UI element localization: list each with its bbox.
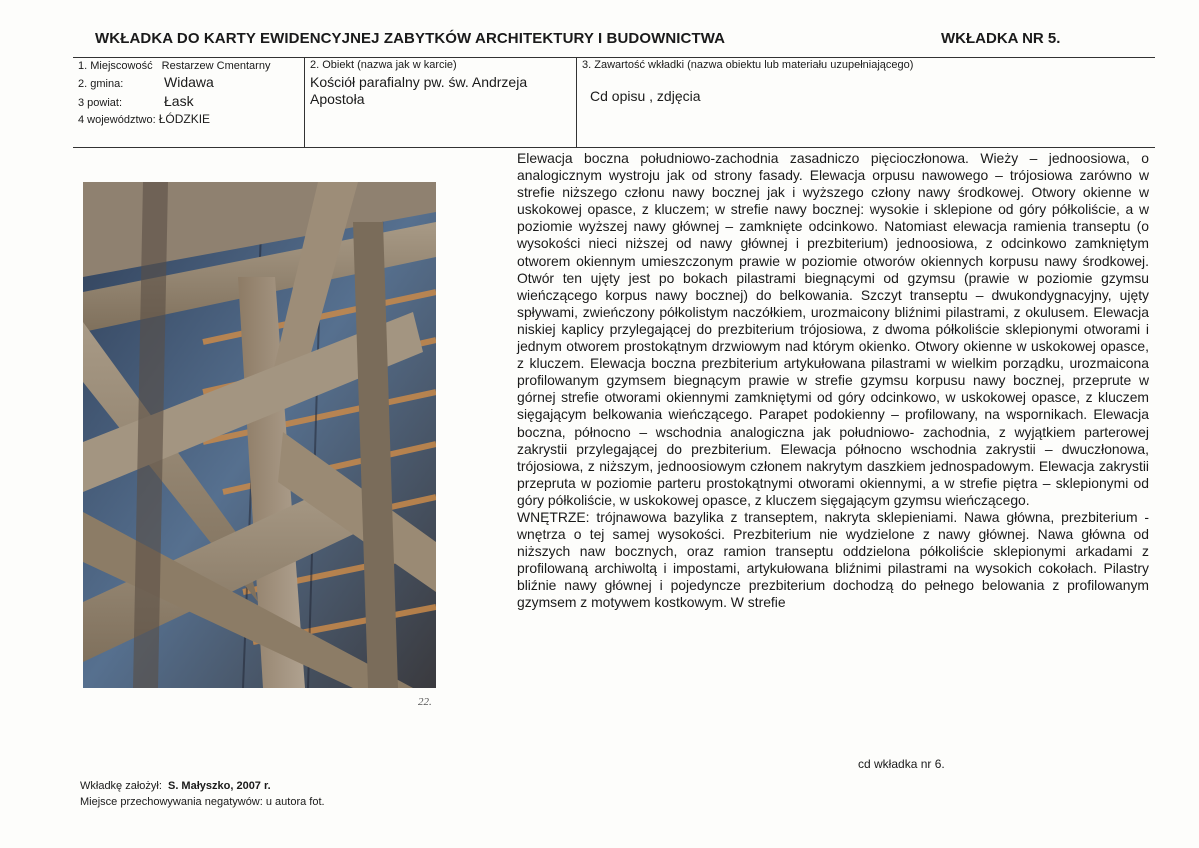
content-label: 3. Zawartość wkładki (nazwa obiektu lub materiału uzupełniającego) [582,59,914,71]
object-label: 2. Obiekt (nazwa jak w karcie) [310,59,457,71]
table-top-rule [73,57,1155,58]
location-block [78,59,302,147]
author-value: S. Małyszko, 2007 r. [167,780,271,792]
photo-number: 22. [418,696,432,708]
commune-label: 2. gmina: [78,78,124,90]
county-label: 3 powiat: [78,97,123,109]
description-paragraph-interior: WNĘTRZE: trójnawowa bazylika z transeptem, nakryta sklepieniami. Nawa główna, prezbiterium - wnętrza o tej samej wysokości. Prezbiterium nie wydzielone z nawy głównej. Nawa główna od niższych naw bocznych, oraz ramion transeptu oddzielona półkoliście sklepionymi arkadami z profilowaną archiwoltą i impostami, artykułowana bliźnimi pilastrami na wysokich cokołach. Pilastry bliźnie nawy głównej i pojedyncze prezbiterium dochodzą do pełnego belowania z profilowanym gzymsem z motywem kostkowym. W strefie [517,508,1149,611]
object-value: Kościół parafialny pw. św. Andrzeja Apostoła [310,74,528,107]
footer-author [80,780,271,792]
continuation-note: cd wkładka nr 6. [858,757,945,771]
object-block [310,59,572,108]
column-divider-2 [576,57,577,147]
footer-negatives: Miejsce przechowywania negatywów: u autora fot. [80,796,325,808]
sheet-number: WKŁADKA NR 5. [941,30,1061,47]
commune-value: Widawa [164,74,214,90]
author-label: Wkładkę założył: [80,780,162,792]
form-title: WKŁADKA DO KARTY EWIDENCYJNEJ ZABYTKÓW ARCHITEKTURY I BUDOWNICTWA [95,30,726,47]
description-text [517,150,1149,612]
content-block [582,59,1152,104]
content-value: Cd opisu , zdjęcia [590,88,701,104]
voivodeship-label: 4 województwo: [78,114,156,126]
description-paragraph-exterior: Elewacja boczna południowo-zachodnia zasadniczo pięcioczłonowa. Wieży – jednoosiowa, o analogicznym wystroju jak od strony fasady. Elewacja orpusu nawowego – trójosiowa zarówno w strefie niższego członu nawy bocznej jak i wyższego człony nawy środkowej. Otwory okienne w uskokowej opasce, z kluczem; w strefie nawy bocznej: wysokie i sklepione od góry półkoliście, a w poziomie wyższej nawy głównej – zamknięte odcinkowo. Natomiast elewacja ramienia transeptu (o wysokości nieci niższej od nawy głównej i prezbiterium) jednoosiowa, z odcinkowo zamkniętym otworem okiennym umieszczonym prawie w poziomie otworów okiennych korpusu nawy środkowej. Otwór ten ujęty jest po bokach pilastrami biegnącymi od gzymsu (prawie w poziomie gzymsu wieńczącego korpus nawy bocznej) do belkowania. Szczyt transeptu – dwukondygnacyjny, ujęty spływami, zwieńczony półkolistym naczółkiem, urozmaicony bliźnimi pilastrami, z okulusem. Elewacja niskiej kaplicy przylegającej do prezbiterium trójosiowa, z dwoma półkoliście sklepionymi otworami i jednym otworem prostokątnym drzwiowym nad którym okienko. Otwory okienne w uskokowej opasce, z kluczem. Elewacja boczna prezbiterium artykułowana pilastrami w wielkim porządku, urozmaicona profilowanym gzymsem biegnącym prawie w strefie gzymsu korpusu nawy bocznej, przeprute w górnej strefie otworami okiennymi zamkniętymi od góry odcinkowo, w uskokowej opasce, z kluczem sięgającym belkowania wieńczącego. Parapet podokienny – profilowany, na wspornikach. Elewacja boczna, północno – wschodnia analogiczna jak południowo- zachodnia, z wyjątkiem parterowej zakrystii przylegającej do prezbiterium. Elewacja północno wschodnia zakrystii – dwuczłonowa, trójosiowa, z niższym, jednoosiowym członem nakrytym daszkiem jednospadowym. Elewacja zakrystii przepruta w poziomie parteru prostokątnymi otworami okiennymi, a w strefie piętra – sklepionymi od góry półkoliście, w uskokowej opasce, z kluczem sięgającym gzymsu wieńczącego. [517,150,1149,508]
column-divider-1 [304,57,305,147]
place-label: 1. Miejscowość [78,60,153,72]
county-value: Łask [164,93,194,109]
roof-truss-photo [83,182,436,688]
place-value: Restarzew Cmentarny [161,60,271,72]
voivodeship-value: ŁÓDZKIE [158,112,211,126]
table-bottom-rule [73,147,1155,148]
